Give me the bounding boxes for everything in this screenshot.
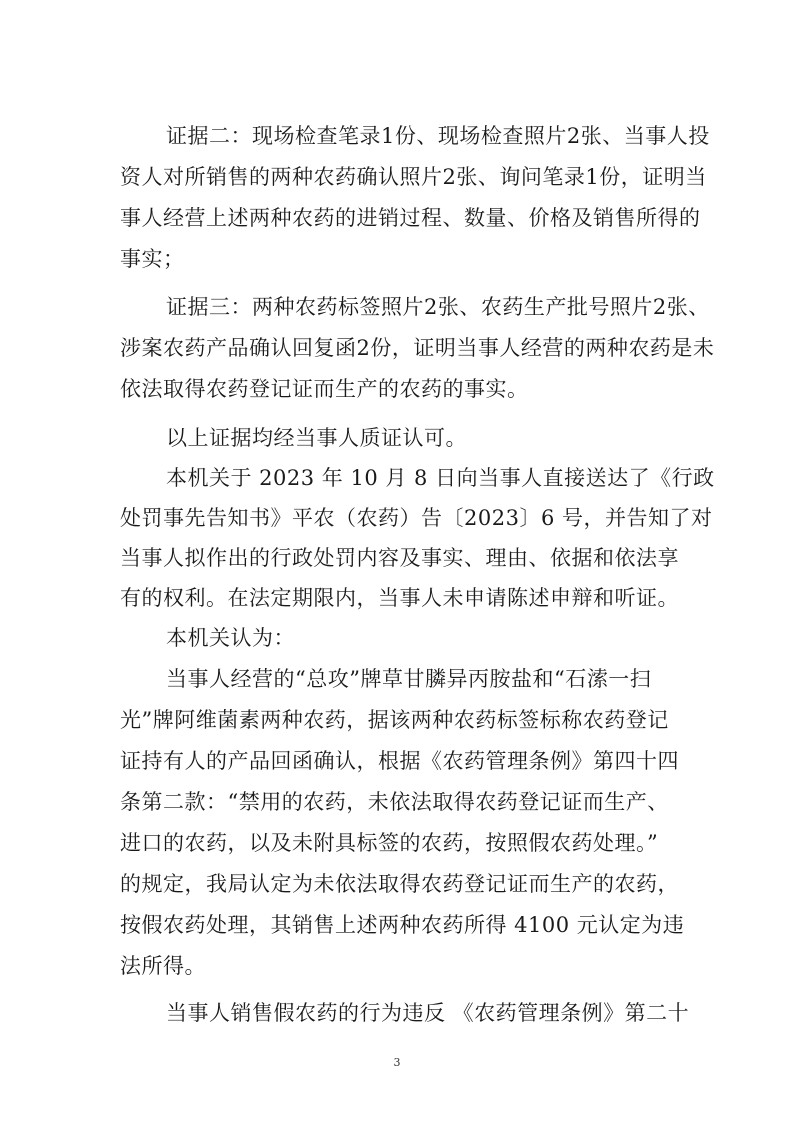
- text-line: 依法取得农药登记证而生产的农药的事实。: [120, 377, 529, 401]
- text-line: 有的权利。在法定期限内，当事人未申请陈述申辩和听证。: [120, 586, 679, 610]
- text-line: 的规定，我局认定为未依法取得农药登记证而生产的农药，: [120, 872, 679, 896]
- page-number: 3: [393, 1056, 401, 1069]
- text-line: 条第二款：“禁用的农药，未依法取得农药登记证而生产、: [120, 790, 669, 814]
- text-line: 处罚事先告知书》平农（农药）告〔2023〕6 号，并告知了对: [120, 506, 713, 530]
- text-line: 事人经营上述两种农药的进销过程、数量、价格及销售所得的: [120, 206, 701, 230]
- text-line: 当事人经营的“总攻”牌草甘膦异丙胺盐和“石溹一扫: [166, 667, 652, 691]
- text-line: 资人对所销售的两种农药确认照片2张、询问笔录1份，证明当: [120, 165, 707, 189]
- text-line: 法所得。: [120, 954, 206, 978]
- text-line: 当事人销售假农药的行为违反 《农药管理条例》第二十: [166, 1001, 690, 1025]
- text-line: 进口的农药，以及未附具标签的农药，按照假农药处理。”: [120, 831, 659, 855]
- text-line: 光”牌阿维菌素两种农药，据该两种农药标签标称农药登记: [120, 708, 669, 732]
- text-line: 事实；: [120, 247, 185, 271]
- text-line: 涉案农药产品确认回复函2份，证明当事人经营的两种农药是未: [120, 336, 715, 360]
- text-line: 本机关认为：: [166, 626, 295, 650]
- text-line: 证据二：现场检查笔录1份、现场检查照片2张、当事人投: [166, 124, 710, 148]
- text-line: 证据三：两种农药标签照片2张、农药生产批号照片2张、: [166, 295, 710, 319]
- text-line: 本机关于 2023 年 10 月 8 日向当事人直接送达了《行政: [166, 466, 715, 490]
- text-line: 当事人拟作出的行政处罚内容及事实、理由、依据和依法享: [120, 546, 679, 570]
- text-line: 按假农药处理，其销售上述两种农药所得 4100 元认定为违: [120, 913, 685, 937]
- text-line: 以上证据均经当事人质证认可。: [166, 426, 467, 450]
- text-line: 证持有人的产品回函确认，根据《农药管理条例》第四十四: [120, 749, 679, 773]
